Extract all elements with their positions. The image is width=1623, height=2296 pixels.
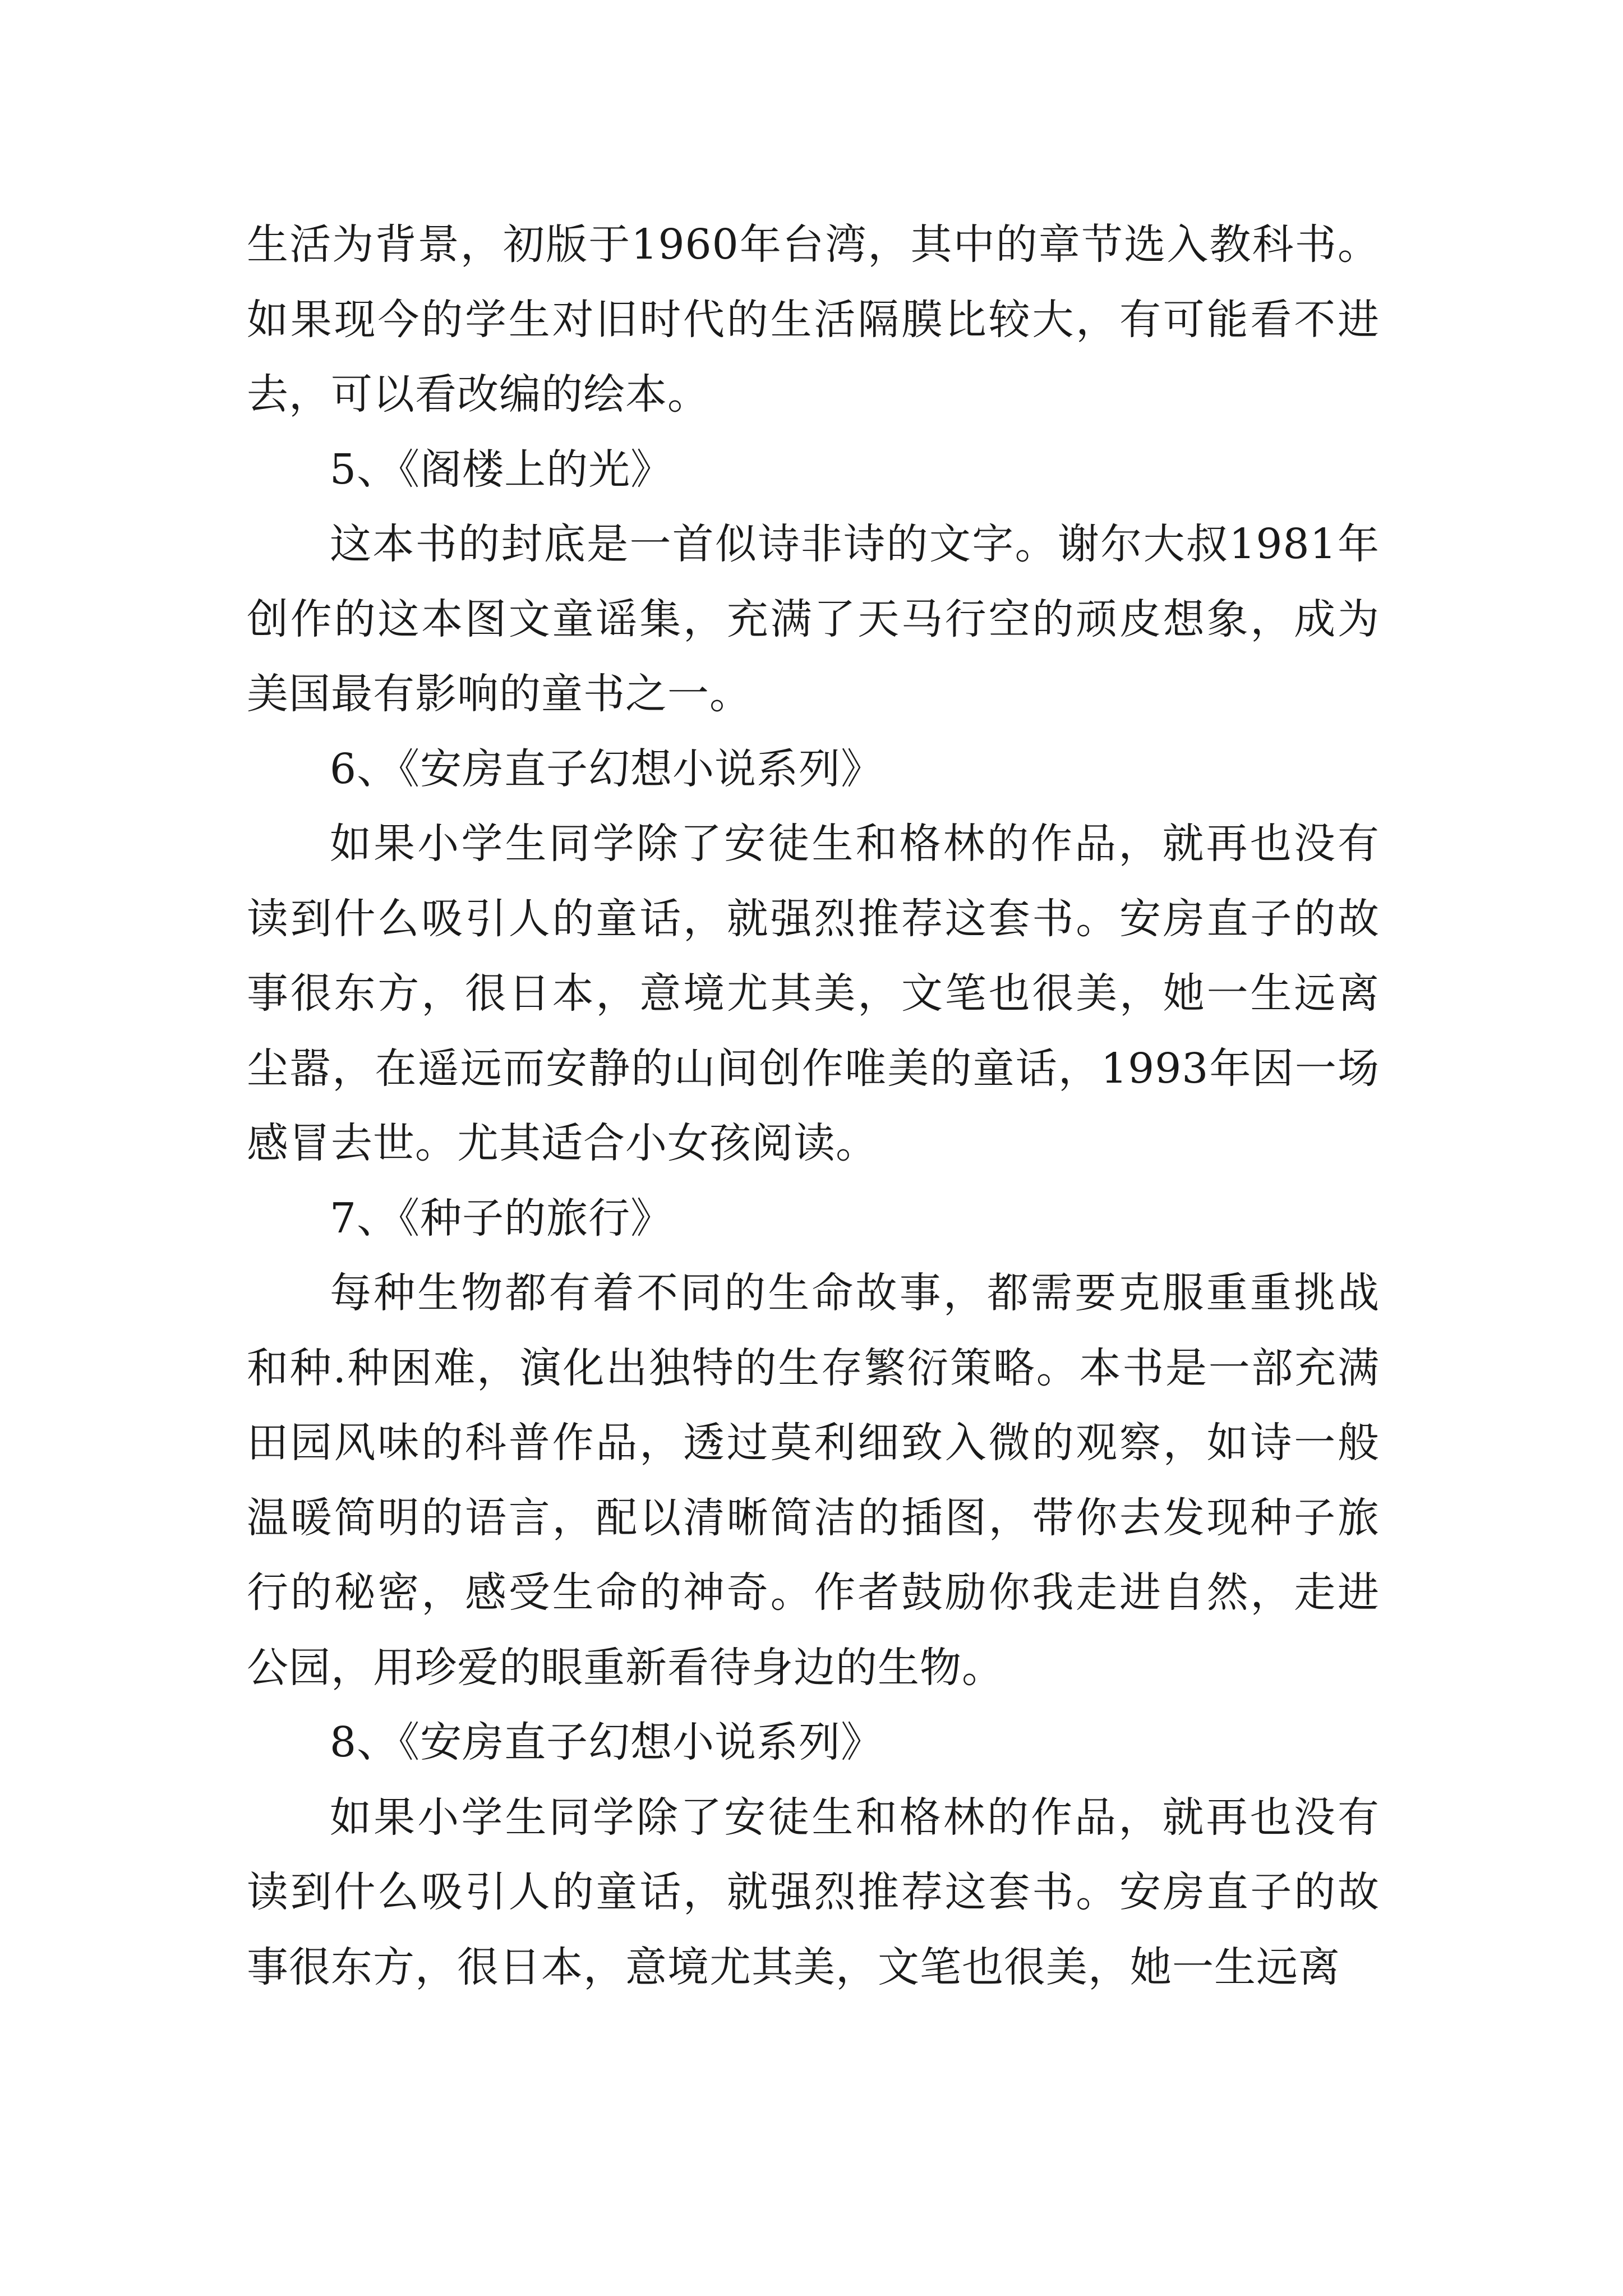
paragraph-book-7: 每种生物都有着不同的生命故事，都需要克服重重挑战和种.种困难，演化出独特的生存繁衍策略。本书是一部充满田园风味的科普作品，透过莫利细致入微的观察，如诗一般温暖简明的语言，配以清晰简洁的插图，带你去发现种子旅行的秘密，感受生命的神奇。作者鼓励你我走进自然，走进公园，用珍爱的眼重新看待身边的生物。: [247, 1269, 1380, 1692]
document-body: [247, 208, 1380, 2005]
book-heading-5: 5、《阁楼上的光》: [330, 445, 673, 494]
paragraph-book-8: 如果小学生同学除了安徒生和格林的作品，就再也没有读到什么吸引人的童话，就强烈推荐这套书。安房直子的故事很东方，很日本，意境尤其美，文笔也很美，她一生远离: [247, 1793, 1380, 1991]
book-heading-8: 8、《安房直子幻想小说系列》: [330, 1718, 883, 1766]
paragraph-book-6: 如果小学生同学除了安徒生和格林的作品，就再也没有读到什么吸引人的童话，就强烈推荐这套书。安房直子的故事很东方，很日本，意境尤其美，文笔也很美，她一生远离尘嚣，在遥远而安静的山间创作唯美的童话，1993年因一场感冒去世。尤其适合小女孩阅读。: [247, 820, 1380, 1167]
book-heading-6: 6、《安房直子幻想小说系列》: [330, 744, 883, 793]
book-heading-7: 7、《种子的旅行》: [330, 1194, 673, 1243]
paragraph-continuation: 生活为背景，初版于1960年台湾，其中的章节选入教科书。如果现今的学生对旧时代的生活隔膜比较大，有可能看不进去，可以看改编的绘本。: [247, 220, 1380, 418]
paragraph-book-5: 这本书的封底是一首似诗非诗的文字。谢尔大叔1981年创作的这本图文童谣集，充满了天马行空的顽皮想象，成为美国最有影响的童书之一。: [247, 520, 1380, 718]
